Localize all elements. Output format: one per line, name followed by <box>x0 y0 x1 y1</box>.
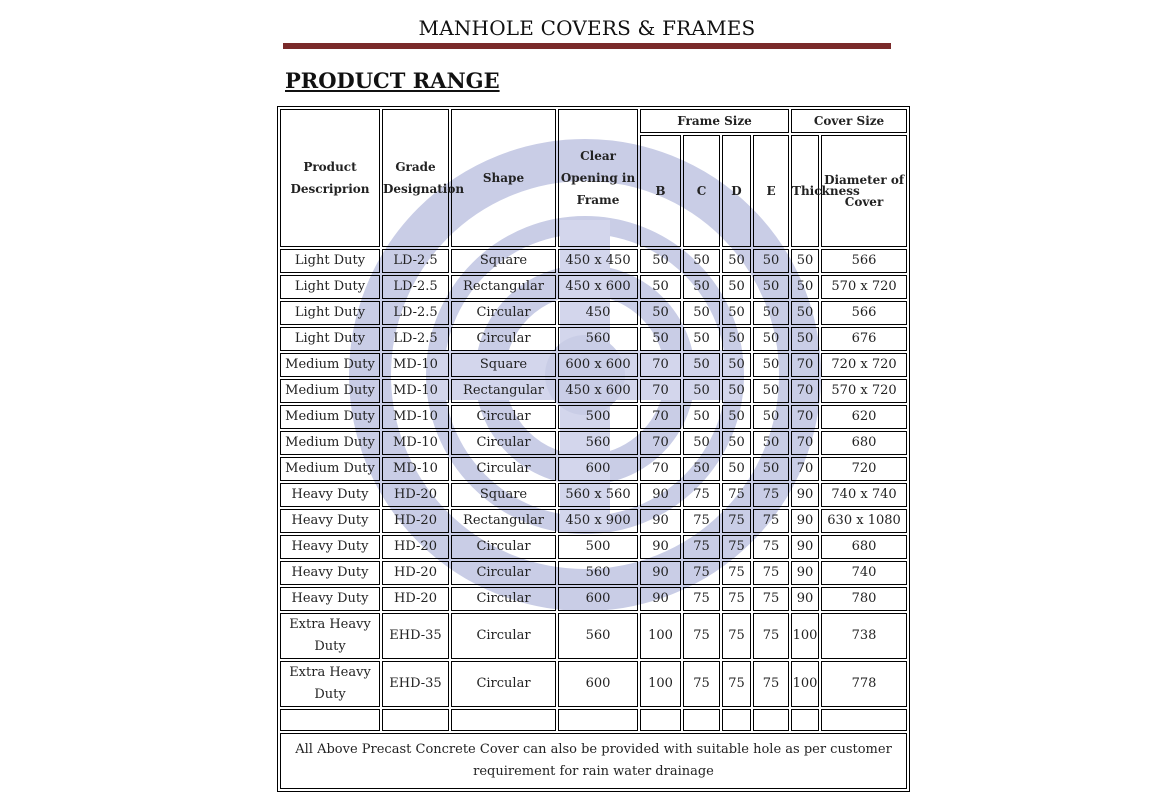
cell-thickness: 100 <box>791 661 819 707</box>
cell-grade: MD-10 <box>382 379 449 403</box>
cell-e: 75 <box>753 561 789 585</box>
cell-d: 75 <box>722 587 751 611</box>
cell-clear-opening: 450 <box>558 301 638 325</box>
cell-product-description: Medium Duty <box>280 431 380 455</box>
cell-diameter: 566 <box>821 301 907 325</box>
cell-thickness: 100 <box>791 613 819 659</box>
cell-d: 75 <box>722 483 751 507</box>
cell-b: 50 <box>640 249 681 273</box>
header-e: E <box>753 135 789 247</box>
cell-thickness: 50 <box>791 249 819 273</box>
cell-b: 50 <box>640 301 681 325</box>
cell-d: 50 <box>722 431 751 455</box>
table-row <box>280 661 907 707</box>
cell-product-description: Extra Heavy Duty <box>280 613 380 659</box>
cell-c: 50 <box>683 431 720 455</box>
cell-d: 50 <box>722 405 751 429</box>
table-row <box>280 301 907 325</box>
cell-shape: Circular <box>451 327 556 351</box>
cell-e: 50 <box>753 457 789 481</box>
cell-d: 50 <box>722 301 751 325</box>
table-row <box>280 431 907 455</box>
cell-d: 50 <box>722 275 751 299</box>
cell-shape: Circular <box>451 431 556 455</box>
table-row <box>280 327 907 351</box>
cell-c: 50 <box>683 249 720 273</box>
cell-grade: EHD-35 <box>382 613 449 659</box>
cell-thickness: 70 <box>791 353 819 377</box>
cell-grade: EHD-35 <box>382 661 449 707</box>
cell-grade: HD-20 <box>382 587 449 611</box>
cell-b: 50 <box>640 327 681 351</box>
cell-product-description: Extra Heavy Duty <box>280 661 380 707</box>
cell-d: 75 <box>722 561 751 585</box>
cell-shape: Circular <box>451 457 556 481</box>
cell-grade: LD-2.5 <box>382 275 449 299</box>
cell-d: 50 <box>722 457 751 481</box>
header-product-description: Product Descriprion <box>280 109 380 247</box>
cell-clear-opening: 450 x 900 <box>558 509 638 533</box>
cell-diameter: 570 x 720 <box>821 275 907 299</box>
table-row <box>280 275 907 299</box>
header-cover-size: Cover Size <box>791 109 907 133</box>
empty-cell <box>683 709 720 731</box>
cell-diameter: 570 x 720 <box>821 379 907 403</box>
cell-shape: Circular <box>451 301 556 325</box>
note-row <box>280 733 907 789</box>
cell-d: 50 <box>722 249 751 273</box>
cell-grade: LD-2.5 <box>382 327 449 351</box>
cell-grade: MD-10 <box>382 457 449 481</box>
header-d: D <box>722 135 751 247</box>
cell-c: 50 <box>683 327 720 351</box>
cell-d: 50 <box>722 327 751 351</box>
cell-diameter: 740 x 740 <box>821 483 907 507</box>
empty-cell <box>451 709 556 731</box>
cell-e: 50 <box>753 353 789 377</box>
cell-b: 100 <box>640 613 681 659</box>
table-row <box>280 379 907 403</box>
header-c: C <box>683 135 720 247</box>
cell-b: 90 <box>640 483 681 507</box>
cell-d: 50 <box>722 379 751 403</box>
cell-grade: HD-20 <box>382 483 449 507</box>
cell-clear-opening: 560 <box>558 431 638 455</box>
cell-e: 50 <box>753 431 789 455</box>
cell-e: 50 <box>753 379 789 403</box>
cell-product-description: Medium Duty <box>280 353 380 377</box>
empty-cell <box>280 709 380 731</box>
cell-grade: HD-20 <box>382 509 449 533</box>
cell-b: 70 <box>640 457 681 481</box>
cell-shape: Circular <box>451 405 556 429</box>
empty-cell <box>821 709 907 731</box>
cell-product-description: Medium Duty <box>280 405 380 429</box>
table-row <box>280 535 907 559</box>
cell-clear-opening: 500 <box>558 535 638 559</box>
cell-diameter: 720 x 720 <box>821 353 907 377</box>
cell-thickness: 90 <box>791 561 819 585</box>
page-title: MANHOLE COVERS & FRAMES <box>418 16 756 40</box>
empty-row <box>280 709 907 731</box>
cell-b: 50 <box>640 275 681 299</box>
cell-b: 70 <box>640 405 681 429</box>
cell-diameter: 720 <box>821 457 907 481</box>
empty-cell <box>791 709 819 731</box>
cell-clear-opening: 450 x 450 <box>558 249 638 273</box>
cell-d: 50 <box>722 353 751 377</box>
cell-product-description: Light Duty <box>280 301 380 325</box>
cell-grade: HD-20 <box>382 561 449 585</box>
header-shape: Shape <box>451 109 556 247</box>
cell-clear-opening: 600 <box>558 457 638 481</box>
cell-shape: Circular <box>451 613 556 659</box>
table-row <box>280 457 907 481</box>
cell-d: 75 <box>722 535 751 559</box>
cell-clear-opening: 560 <box>558 327 638 351</box>
cell-shape: Rectangular <box>451 509 556 533</box>
cell-diameter: 620 <box>821 405 907 429</box>
empty-cell <box>722 709 751 731</box>
cell-clear-opening: 560 <box>558 613 638 659</box>
cell-e: 50 <box>753 249 789 273</box>
cell-shape: Square <box>451 483 556 507</box>
cell-thickness: 90 <box>791 535 819 559</box>
product-range-table <box>277 106 910 792</box>
section-title: PRODUCT RANGE <box>285 68 500 93</box>
cell-diameter: 630 x 1080 <box>821 509 907 533</box>
cell-shape: Circular <box>451 535 556 559</box>
cell-e: 50 <box>753 405 789 429</box>
cell-c: 75 <box>683 535 720 559</box>
cell-thickness: 50 <box>791 275 819 299</box>
cell-grade: LD-2.5 <box>382 249 449 273</box>
cell-b: 90 <box>640 561 681 585</box>
cell-e: 75 <box>753 661 789 707</box>
cell-b: 70 <box>640 379 681 403</box>
cell-b: 90 <box>640 587 681 611</box>
cell-grade: LD-2.5 <box>382 301 449 325</box>
empty-cell <box>640 709 681 731</box>
cell-c: 50 <box>683 379 720 403</box>
cell-e: 50 <box>753 301 789 325</box>
cell-shape: Square <box>451 353 556 377</box>
table-row <box>280 483 907 507</box>
empty-cell <box>753 709 789 731</box>
cell-product-description: Light Duty <box>280 275 380 299</box>
cell-b: 90 <box>640 535 681 559</box>
cell-diameter: 740 <box>821 561 907 585</box>
cell-grade: HD-20 <box>382 535 449 559</box>
cell-shape: Circular <box>451 587 556 611</box>
cell-b: 70 <box>640 353 681 377</box>
cell-diameter: 780 <box>821 587 907 611</box>
table-row <box>280 613 907 659</box>
cell-e: 75 <box>753 613 789 659</box>
cell-grade: MD-10 <box>382 353 449 377</box>
cell-e: 50 <box>753 327 789 351</box>
cell-e: 75 <box>753 509 789 533</box>
cell-clear-opening: 600 x 600 <box>558 353 638 377</box>
header-frame-size: Frame Size <box>640 109 789 133</box>
cell-c: 75 <box>683 613 720 659</box>
cell-product-description: Heavy Duty <box>280 483 380 507</box>
cell-c: 50 <box>683 301 720 325</box>
table-row <box>280 405 907 429</box>
cell-c: 75 <box>683 661 720 707</box>
header-clear-opening: Clear Opening in Frame <box>558 109 638 247</box>
cell-b: 100 <box>640 661 681 707</box>
table-row <box>280 509 907 533</box>
cell-d: 75 <box>722 661 751 707</box>
cell-c: 50 <box>683 405 720 429</box>
cell-clear-opening: 600 <box>558 661 638 707</box>
header-thickness: Thickness <box>791 135 819 247</box>
cell-thickness: 90 <box>791 587 819 611</box>
cell-clear-opening: 450 x 600 <box>558 275 638 299</box>
cell-clear-opening: 560 x 560 <box>558 483 638 507</box>
cell-thickness: 90 <box>791 509 819 533</box>
cell-thickness: 70 <box>791 457 819 481</box>
cell-product-description: Light Duty <box>280 249 380 273</box>
cell-product-description: Heavy Duty <box>280 535 380 559</box>
cell-product-description: Heavy Duty <box>280 587 380 611</box>
cell-thickness: 70 <box>791 405 819 429</box>
cell-grade: MD-10 <box>382 405 449 429</box>
cell-thickness: 70 <box>791 431 819 455</box>
table-row <box>280 587 907 611</box>
table-row <box>280 353 907 377</box>
cell-c: 75 <box>683 483 720 507</box>
cell-shape: Circular <box>451 561 556 585</box>
cell-c: 75 <box>683 561 720 585</box>
cell-thickness: 50 <box>791 301 819 325</box>
cell-diameter: 676 <box>821 327 907 351</box>
cell-thickness: 50 <box>791 327 819 351</box>
table-row <box>280 249 907 273</box>
header-diameter-of-cover: Diameter of Cover <box>821 135 907 247</box>
empty-cell <box>558 709 638 731</box>
table-row <box>280 561 907 585</box>
cell-c: 75 <box>683 509 720 533</box>
cell-c: 50 <box>683 353 720 377</box>
cell-clear-opening: 600 <box>558 587 638 611</box>
cell-c: 50 <box>683 275 720 299</box>
cell-diameter: 680 <box>821 431 907 455</box>
cell-diameter: 778 <box>821 661 907 707</box>
cell-shape: Rectangular <box>451 275 556 299</box>
header-grade-designation: Grade Designation <box>382 109 449 247</box>
cell-c: 50 <box>683 457 720 481</box>
cell-product-description: Medium Duty <box>280 379 380 403</box>
cell-thickness: 70 <box>791 379 819 403</box>
cell-clear-opening: 450 x 600 <box>558 379 638 403</box>
cell-clear-opening: 560 <box>558 561 638 585</box>
title-divider <box>283 43 891 49</box>
cell-e: 75 <box>753 535 789 559</box>
empty-cell <box>382 709 449 731</box>
cell-e: 75 <box>753 483 789 507</box>
cell-grade: MD-10 <box>382 431 449 455</box>
cell-b: 90 <box>640 509 681 533</box>
cell-diameter: 680 <box>821 535 907 559</box>
cell-shape: Rectangular <box>451 379 556 403</box>
cell-d: 75 <box>722 613 751 659</box>
cell-e: 50 <box>753 275 789 299</box>
cell-d: 75 <box>722 509 751 533</box>
cell-shape: Square <box>451 249 556 273</box>
cell-thickness: 90 <box>791 483 819 507</box>
cell-product-description: Heavy Duty <box>280 561 380 585</box>
cell-clear-opening: 500 <box>558 405 638 429</box>
cell-product-description: Medium Duty <box>280 457 380 481</box>
cell-b: 70 <box>640 431 681 455</box>
cell-e: 75 <box>753 587 789 611</box>
cell-shape: Circular <box>451 661 556 707</box>
cell-product-description: Heavy Duty <box>280 509 380 533</box>
table-note: All Above Precast Concrete Cover can also be provided with suitable hole as per customer requirement for rain water drainage <box>280 733 907 789</box>
header-b: B <box>640 135 681 247</box>
cell-c: 75 <box>683 587 720 611</box>
cell-diameter: 566 <box>821 249 907 273</box>
cell-product-description: Light Duty <box>280 327 380 351</box>
cell-diameter: 738 <box>821 613 907 659</box>
